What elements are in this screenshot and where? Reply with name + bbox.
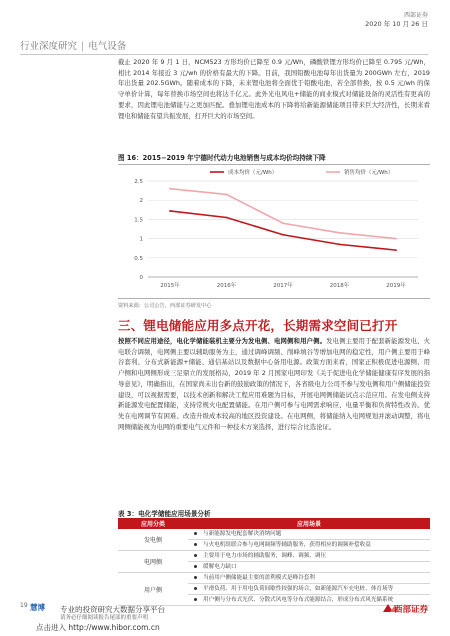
footer-brand: 西部证券 <box>393 605 428 615</box>
data-point <box>169 210 171 212</box>
x-tick-label: 2018年 <box>329 283 350 289</box>
table-cell-scenario <box>188 573 430 584</box>
x-tick-label: 2017年 <box>273 283 293 289</box>
application-table <box>118 518 430 606</box>
table-row <box>118 573 430 584</box>
table-header-row <box>118 518 430 529</box>
bullet-icon <box>194 598 197 601</box>
scenario-text: 主要用于电力市场的辅助服务，调峰、调频、调压 <box>203 553 327 559</box>
intro-paragraph: 截止 2020 年 9 月 1 日，NCM523 方形均价已降至 0.9 元/Wh，磷酸铁锂方形均价已降至 0.795 元/Wh，相比 2014 年接近 3 元/wh 的价格有最大的下降。目前，我国铅酸电池每年出货量为 200GWh 左右，2019 年出货量 202.5GWh。随着成本的下降，未来锂电池将全面优于铅酸电池，若全部替换，按 0.5 元/wh 的保守单价计算，每年替换市场空间也将达千亿元。此外光电风电+储能的商业模式对储能设备的灵活性有更高的要求，因此锂电池储能与之更加匹配。叠加锂电池成本的下降将给新能源储能项目带来巨大经济性，长期来看锂电和储能有望共振发展，打开巨大的市场空间。 <box>118 58 430 120</box>
data-point <box>395 249 397 251</box>
data-point <box>339 232 341 234</box>
legend-label: 成本均价（元/Wh） <box>228 170 278 176</box>
table-cell-scenario <box>188 584 430 595</box>
legend-label: 销售均价（元/Wh） <box>344 170 394 176</box>
scenario-text: 当前用户侧储能最主要的盈利模式是峰谷套利 <box>203 575 315 581</box>
series-line-0 <box>170 211 396 250</box>
table-row <box>118 551 430 562</box>
footer-service: 专业的投资研究大数据分享平台 <box>60 605 165 614</box>
line-chart <box>118 165 430 295</box>
table-cell-category: 电网侧 <box>118 551 188 573</box>
table-cell-scenario <box>188 562 430 573</box>
section-title: 三、锂电储能应用多点开花，长期需求空间已打开 <box>118 318 398 333</box>
y-tick-label: 2.5 <box>134 179 143 185</box>
bullet-icon <box>194 565 197 568</box>
header-divider <box>20 54 428 55</box>
data-point <box>169 188 171 190</box>
scenario-text: 用户侧与分布式光伏、分散式风电等分布式能源结合，形成分布式风光储系统 <box>203 597 394 603</box>
footer-link[interactable]: 点击进入 http://www.hibor.com.cn <box>36 623 160 632</box>
table-row <box>118 529 430 540</box>
breadcrumb: 行业深度研究 | 电气设备 <box>20 41 127 52</box>
section-lead: 按照不同应用途径，电化学储能装机主要分为发电侧、电网侧和用户侧。 <box>118 337 327 345</box>
scenario-text: 与新能源发电配套解决消纳问题 <box>203 531 282 537</box>
y-tick-label: 0 <box>139 275 143 281</box>
y-tick-label: 0.5 <box>134 255 143 262</box>
scenario-text: 与火电机组联合参与电网调频等辅助服务，获得相应的调频补偿收益 <box>203 542 371 548</box>
report-date: 2020 年 10 月 26 日 <box>365 20 428 28</box>
figure-source: 资料来源：公司公告，西部证券研发中心 <box>118 303 212 309</box>
watermark-text: 慧博 <box>30 603 45 612</box>
table-cell-category: 发电侧 <box>118 529 188 551</box>
y-tick-label: 2 <box>139 198 143 205</box>
figure-title: 图 16：2015−2019 年宁德时代动力电池销售与成本均价均持续下降 <box>118 152 430 165</box>
report-section: 行业深度研究 <box>20 41 78 52</box>
x-tick-label: 2015年 <box>160 283 180 289</box>
data-point <box>226 194 228 196</box>
table-header-scenario: 应用场景 <box>188 518 430 529</box>
data-point <box>395 238 397 240</box>
bullet-icon <box>194 543 197 546</box>
footer-disclaimer: 请务必仔细阅读报告尾部的重要声明 <box>60 615 149 621</box>
table-cell-scenario <box>188 529 430 540</box>
x-tick-label: 2019年 <box>386 283 406 289</box>
table-title: 表 3：电化学储能应用场景分析 <box>118 510 211 518</box>
scenario-text: 缓解电力缺口 <box>203 564 237 570</box>
scenario-text: 平滑负荷、用于用电负荷间歇性较强的场合，如新能源汽车充电桩、体育场等 <box>203 586 394 592</box>
data-point <box>339 243 341 245</box>
data-point <box>282 222 284 224</box>
header-logo-text: 西部证券 <box>403 12 428 19</box>
y-tick-label: 1.5 <box>134 217 143 224</box>
page-number: 19 <box>20 602 28 609</box>
table-cell-category: 用户侧 <box>118 573 188 606</box>
data-point <box>226 217 228 219</box>
y-tick-label: 1 <box>139 236 143 243</box>
bullet-icon <box>194 576 197 579</box>
bullet-icon <box>194 554 197 557</box>
figure-divider <box>118 298 430 299</box>
table-header-category: 应用分类 <box>118 518 188 529</box>
bullet-icon <box>194 587 197 590</box>
x-tick-label: 2016年 <box>216 283 237 289</box>
table-cell-scenario <box>188 551 430 562</box>
series-line-1 <box>170 189 396 239</box>
data-point <box>282 234 284 236</box>
section-text: 发电侧主要用于配套新能源发电、火电联合调频，电网侧主要以辅助服务为主，通过调峰调频、削峰填谷等增加电网的稳定性，用户侧主要用于峰谷套利、分布式新能源+储能、通信基站以及数据中心备用电源。政策方面来看，国家正积极促进电源侧、用户侧和电网侧形成三足鼎立的发展格局，2019 年 2 月国家电网印发《关于促进电化学储能健康有序发展的指导意见》，明确指出，在国家尚未出台新的鼓励政策的情况下，各省级电力公司不参与发电侧和用户侧储能投资建设，可以视据需要，以技术创新和解决工程应用难题为目标，开展电网侧储能试点示范应用。在发电侧支持新能源发电配置储能，支持常规火电配置储能。在用户侧可参与电网需求响应、电量平衡和负荷特性改善。优先在电网调节有困难、改造升级成本较高的地区投资建设。在电网侧，将储能纳入电网规划并滚动调整，将电网侧储能视为电网的重要电气元件和一种技术方案选择，进行综合比选论证。 <box>118 337 431 431</box>
table-cell-scenario <box>188 540 430 551</box>
report-industry: 电气设备 <box>88 41 127 52</box>
bullet-icon <box>194 532 197 535</box>
section-body <box>118 336 430 432</box>
